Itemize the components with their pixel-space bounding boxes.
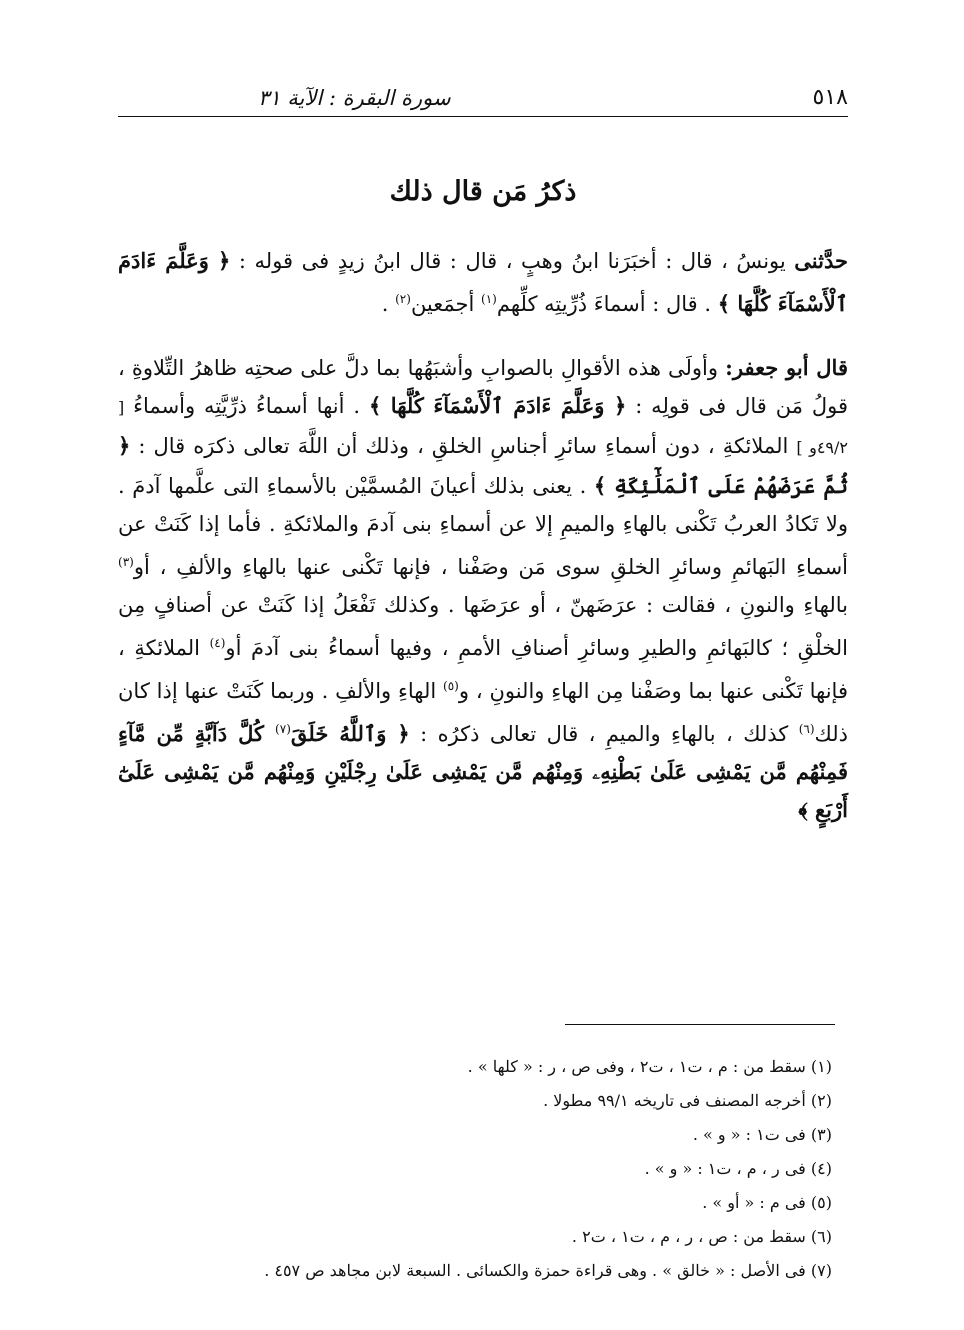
paragraph-2-text-a: وأولَى هذه الأقوالِ بالصوابِ وأشبَهُها بما دلَّ على صحتِه ظاهرُ التِّلاوةِ ، قولُ مَن قال فى قولِه : [118,356,848,418]
paragraph-2-text-g: الهاءِ والألفِ . وربما كَنَتْ عنها إذا كان ذلك [118,679,848,746]
paragraph-2-text-h: كذلك ، بالهاءِ والميمِ ، قال تعالى ذكرُه : [409,722,799,746]
footnote-marker-7: (٧) [275,722,291,736]
footnote-6: (٦) سقط من : ص ، ر ، م ، ت١ ، ت٢ . [571,1227,832,1246]
quran-verse-4-part-a: ﴿ وَٱللَّهُ خَلَقَ [290,721,410,746]
paragraph-1-text-b: . قال : أسماءَ ذُرِّيتِه كلِّهم [496,292,718,316]
quran-verse-3: ﴿ ثُمَّ عَرَضَهُمْ عَلَى ٱلْمَلَٰٓئِكَةِ ﴾ [118,433,848,498]
manuscript-reference: [ ٤٩/٢و ] [118,398,848,457]
footnote-marker-5: (٥) [443,679,459,693]
paragraph-1-lead: حدَّثنى [794,248,848,273]
section-title: ذكرُ مَن قال ذلك [389,176,577,207]
footnote-divider [565,1024,835,1025]
footnote-marker-2: (٢) [395,292,411,306]
footnote-marker-6: (٦) [798,722,815,736]
quran-verse-4-part-b: كُلَّ دَآبَّةٍ مِّن مَّآءٍ فَمِنْهُم مَّن يَمْشِى عَلَىٰ بَطْنِهِۦ وَمِنْهُم مَّن يَمْشِى عَلَىٰ رِجْلَيْنِ وَمِنْهُم مَّن يَمْشِى عَلَىٰٓ أَرْبَعٍ ﴾ [118,721,848,822]
body-text [118,242,848,855]
paragraph-2-text-e: بالهاءِ والنونِ ، فقالت : عرَضَهنّ ، أو عرَضَها . وكذلك تَفْعَلُ إذا كَنَتْ عن أصنافٍ مِن الخلْقِ ؛ كالبَهائمِ والطيرِ وسائرِ أصنافِ الأممِ ، وفيها أسماءُ بنى آدمَ أو [118,593,848,660]
footnote-marker-3: (٣) [118,555,134,569]
footnote-7: (٧) فى الأصل : « خالق » . وهى قراءة حمزة والكسائى . السبعة لابن مجاهد ص ٤٥٧ . [264,1261,832,1280]
paragraph-2 [118,349,848,829]
footnotes [118,1050,832,1288]
page-number: ٥١٨ [812,85,848,110]
paragraph-2-text-d: . يعنى بذلك أعيانَ المُسمَّيْن بالأسماءِ التى علَّمها آدمَ . ولا تَكادُ العربُ تَكْنى بالهاءِ والميمِ إلا عن أسماءِ بنى آدمَ والملائكةِ . فأما إذا كَنَتْ عن أسماءِ البَهائمِ وسائرِ الخلقِ سوى مَن وصَفْنا ، فإنها تَكْنى عنها بالهاءِ والألفِ ، أو [118,474,848,579]
footnote-2: (٢) أخرجه المصنف فى تاريخه ٩٩/١ مطولا . [543,1091,832,1110]
footnote-3: (٣) فى ت١ : « و » . [692,1125,832,1144]
paragraph-2-lead: قال أبو جعفر: [725,355,848,380]
paragraph-1-text-a: يونسُ ، قال : أخبَرَنا ابنُ وهبٍ ، قال : قال ابنُ زيدٍ فى قوله : [230,249,795,273]
page-header [118,76,848,117]
footnote-1: (١) سقط من : م ، ت١ ، ت٢ ، وفى ص ، ر : « كلها » . [467,1057,832,1076]
footnote-marker-1: (١) [481,292,497,306]
paragraph-2-text-c: الملائكةِ ، دون أسماءِ سائرِ أجناسِ الخلقِ ، وذلك أن اللَّهَ تعالى ذكرَه قال : [130,434,797,458]
paragraph-2-text-f: الملائكةِ ، فإنها تَكْنى عنها بما وصَفْنا مِن الهاءِ والنونِ ، و [118,636,848,703]
quran-verse-2: ﴿ وَعَلَّمَ ءَادَمَ ٱلْأَسْمَآءَ كُلَّهَا ﴾ [368,393,627,418]
paragraph-1-text-c: أجمَعين [410,292,482,316]
quran-verse-1: ﴿ وَعَلَّمَ ءَادَمَ ٱلْأَسْمَآءَ كُلَّهَا ﴾ [118,248,848,316]
footnote-5: (٥) فى م : « أو » . [702,1193,832,1212]
paragraph-1-text-d: . [381,292,396,316]
paragraph-1 [118,242,848,323]
running-title: سورة البقرة : الآية ٣١ [258,86,451,110]
footnote-marker-4: (٤) [209,636,226,650]
footnote-4: (٤) فى ر ، م ، ت١ : « و » . [644,1159,832,1178]
paragraph-2-text-b: . أنها أسماءُ ذرِّيَّتِه وأسماءُ [124,394,369,418]
